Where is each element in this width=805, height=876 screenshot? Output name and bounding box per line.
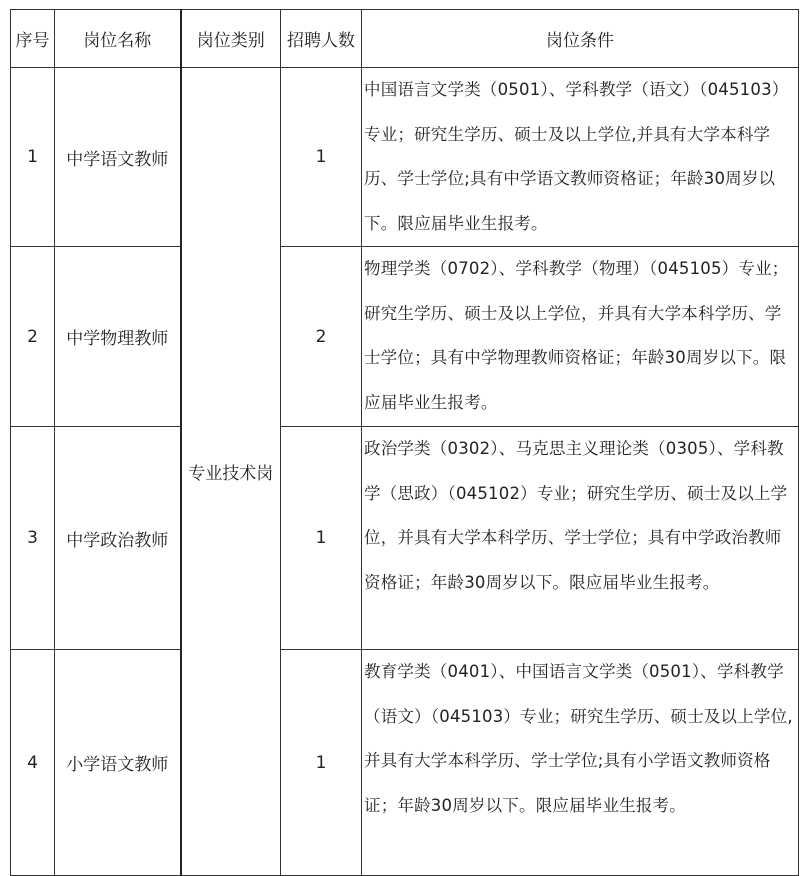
row-count: 2 (281, 247, 362, 427)
table-row (11, 650, 799, 876)
row-requirements: 中国语言文学类（0501）、学科教学（语文）（045103）专业；研究生学历、硕士及以上学位,并具有大学本科学历、学士学位;具有中学语文教师资格证；年龄30周岁以下。限应届毕业生报考。 (362, 68, 799, 247)
row-requirements: 物理学类（0702）、学科教学（物理）（045105）专业；研究生学历、硕士及以上学位，并具有大学本科学历、学士学位；具有中学物理教师资格证；年龄30周岁以下。限应届毕业生报考。 (362, 247, 799, 427)
row-name: 中学政治教师 (55, 427, 181, 650)
row-seq: 4 (11, 650, 55, 876)
table-row (11, 247, 799, 427)
header-row (11, 10, 799, 68)
header-seq: 序号 (11, 10, 55, 68)
table-row (11, 427, 799, 650)
header-name: 岗位名称 (55, 10, 181, 68)
row-name: 中学语文教师 (55, 68, 181, 247)
table-row (11, 68, 799, 247)
header-category: 岗位类别 (181, 10, 281, 68)
row-name: 中学物理教师 (55, 247, 181, 427)
row-seq: 2 (11, 247, 55, 427)
row-requirements: 教育学类（0401）、中国语言文学类（0501）、学科教学（语文）（045103）专业；研究生学历、硕士及以上学位,并具有大学本科学历、学士学位;具有小学语文教师资格证；年龄30周岁以下。限应届毕业生报考。 (362, 650, 799, 876)
row-requirements: 政治学类（0302）、马克思主义理论类（0305）、学科教学（思政）（045102）专业；研究生学历、硕士及以上学位，并具有大学本科学历、学士学位；具有中学政治教师资格证；年龄30周岁以下。限应届毕业生报考。 (362, 427, 799, 650)
header-count: 招聘人数 (281, 10, 362, 68)
category-cell: 专业技术岗 (181, 68, 281, 876)
row-count: 1 (281, 427, 362, 650)
row-name: 小学语文教师 (55, 650, 181, 876)
row-seq: 3 (11, 427, 55, 650)
row-count: 1 (281, 650, 362, 876)
header-requirements: 岗位条件 (362, 10, 799, 68)
row-seq: 1 (11, 68, 55, 247)
recruitment-table (10, 9, 799, 876)
row-count: 1 (281, 68, 362, 247)
